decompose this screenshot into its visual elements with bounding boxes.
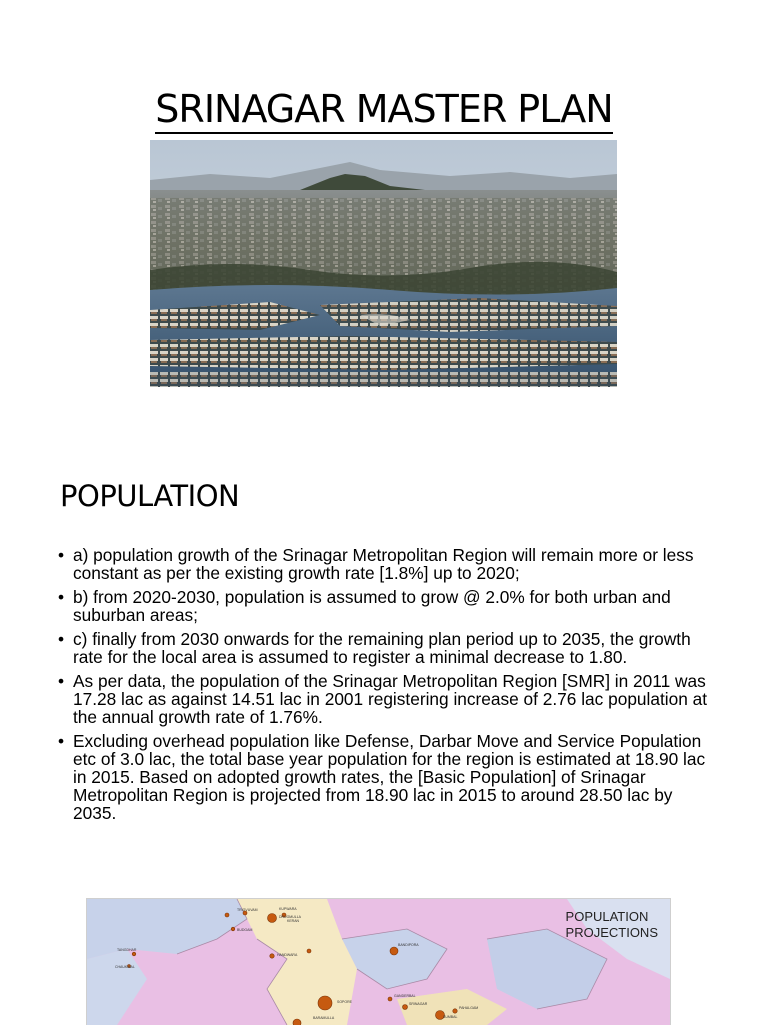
town-label: TRIGVUVAM: [237, 908, 258, 912]
town-label: BANDIPORA: [398, 943, 419, 947]
map-legend-line2: PROJECTIONS: [565, 925, 658, 940]
town-label: HANDWARA: [277, 953, 298, 957]
list-item: • c) finally from 2030 onwards for the remaining plan period up to 2035, the growth rate for the local area is assumed to register a minimal decrease to 1.80.: [58, 630, 718, 666]
list-item: • As per data, the population of the Srinagar Metropolitan Region [SMR] in 2011 was 17.28 lac as against 14.51 lac in 2001 registering increase of 2.76 lac population at the annual growth rate of 1.76%.: [58, 672, 718, 726]
town-label: PAHALGAM: [459, 1006, 479, 1010]
town-label: SRINAGAR: [409, 1002, 428, 1006]
town-marker: [132, 952, 136, 956]
town-marker: [453, 1009, 457, 1013]
town-label: DRUGMULLA: [279, 915, 301, 919]
population-projections-map: [86, 898, 671, 1025]
town-label: KUPWARA: [279, 907, 297, 911]
page-title: [0, 86, 768, 132]
list-item: • a) population growth of the Srinagar Metropolitan Region will remain more or less constant as per the existing growth rate [1.8%] up to 2020;: [58, 546, 718, 582]
population-bullet-list: [58, 546, 718, 828]
town-marker: [268, 914, 277, 923]
town-marker: [403, 1005, 408, 1010]
aerial-photo-illustration: [150, 140, 617, 387]
town-marker: [390, 947, 398, 955]
town-marker: [270, 954, 274, 958]
map-legend: [566, 909, 658, 941]
town-marker: [225, 913, 229, 917]
town-label: GANDERBAL: [394, 994, 416, 998]
town-marker: [318, 996, 332, 1010]
section-heading-population: POPULATION: [60, 479, 240, 513]
town-label: BARAMULLA: [313, 1016, 335, 1020]
page-title-text: SRINAGAR MASTER PLAN: [155, 87, 612, 134]
town-marker: [307, 949, 311, 953]
list-item: • Excluding overhead population like Defense, Darbar Move and Service Population etc of 3.0 lac, the total base year population for the region is estimated at 18.90 lac in 2015. Based on adopted growth rates, the [Basic Population] of Srinagar Metropolitan Region is projected from 18.90 lac in 2015 to around 28.50 lac by 2035.: [58, 732, 718, 822]
list-item: • b) from 2020-2030, population is assumed to grow @ 2.0% for both urban and suburban areas;: [58, 588, 718, 624]
town-marker: [293, 1019, 301, 1025]
town-label: BUDGAM: [237, 928, 253, 932]
map-legend-line1: POPULATION: [565, 909, 649, 924]
town-label: CHAUKIBAL: [115, 965, 135, 969]
town-label: TANGDHAR: [117, 948, 137, 952]
town-marker: [388, 997, 392, 1001]
srinagar-aerial-photo: [150, 140, 617, 387]
town-label: SUMBAL: [443, 1015, 458, 1019]
town-marker: [231, 927, 235, 931]
town-label: KERAN: [287, 919, 300, 923]
town-label: SOPORE: [337, 1000, 352, 1004]
